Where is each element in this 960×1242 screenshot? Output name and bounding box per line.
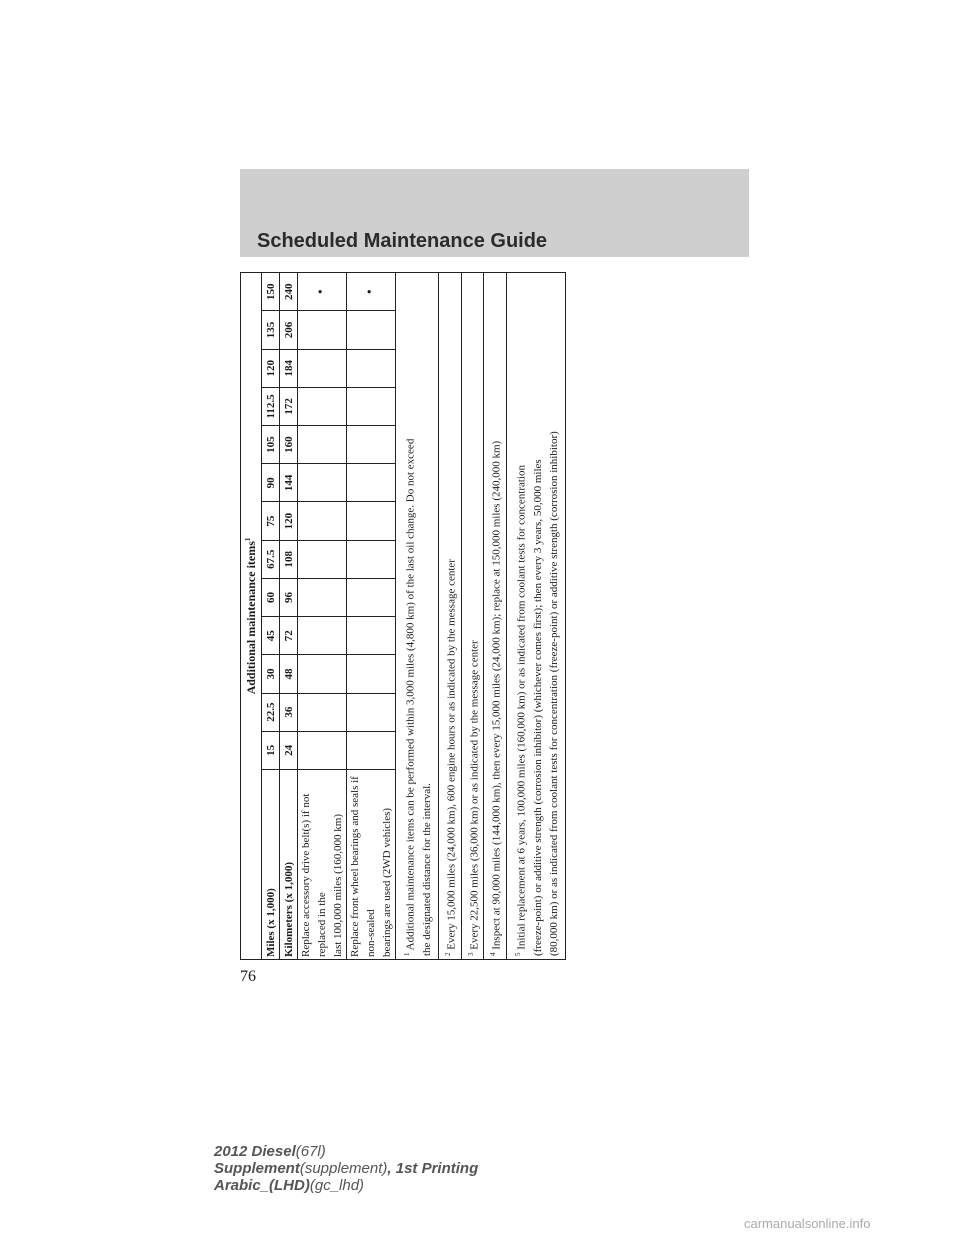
watermark: carmanualsonline.info: [744, 1216, 871, 1231]
table-row: [298, 273, 347, 960]
miles-cell: 22.5: [262, 693, 280, 731]
km-cell: 172: [280, 387, 298, 425]
km-cell: 48: [280, 655, 298, 693]
footnote-row: [506, 273, 565, 960]
interval-mark: •: [347, 273, 396, 311]
interval-mark: •: [298, 273, 347, 311]
miles-cell: 15: [262, 731, 280, 769]
miles-cell: 135: [262, 311, 280, 349]
km-row: [280, 273, 298, 960]
table-title: Additional maintenance items$^1$: [241, 273, 262, 960]
km-label: Kilometers (x 1,000): [280, 770, 298, 960]
item-label: Replace front wheel bearings and seals if non-sealed bearings are used (2WD vehicles): [347, 770, 396, 960]
km-cell: 96: [280, 578, 298, 616]
miles-cell: 67.5: [262, 540, 280, 578]
footnote: $^4$ Inspect at 90,000 miles (144,000 km), then every 15,000 miles (24,000 km); replace at 150,000 miles (240,000 km): [484, 273, 507, 960]
footnote: $^3$ Every 22,500 miles (36,000 km) or as indicated by the message center: [461, 273, 484, 960]
miles-cell: 150: [262, 273, 280, 311]
miles-cell: 112.5: [262, 387, 280, 425]
table-title-row: [241, 273, 262, 960]
footnote-row: [461, 273, 484, 960]
footnote: $^1$ Additional maintenance items can be performed within 3,000 miles (4,800 km) of the last oil change. Do not exceed the designated distance for the interval.: [396, 273, 439, 960]
maintenance-table: [240, 272, 566, 960]
maintenance-table-wrap: [240, 272, 560, 960]
km-cell: 36: [280, 693, 298, 731]
miles-cell: 105: [262, 426, 280, 464]
miles-cell: 60: [262, 578, 280, 616]
footnote-row: [396, 273, 439, 960]
miles-row: [262, 273, 280, 960]
km-cell: 72: [280, 617, 298, 655]
km-cell: 184: [280, 349, 298, 387]
print-footer: 2012 Diesel(67l) Supplement(supplement), 1st Printing Arabic_(LHD)(gc_lhd): [214, 1143, 479, 1194]
miles-cell: 90: [262, 464, 280, 502]
km-cell: 240: [280, 273, 298, 311]
item-label: Replace accessory drive belt(s) if not replaced in the last 100,000 miles (160,000 km): [298, 770, 347, 960]
footnote: $^5$ Initial replacement at 6 years, 100,000 miles (160,000 km) or as indicated from coolant tests for concentration (freeze-point) or additive strength (corrosion inhibitor) (whichever comes first); then every 3 years, 50,000 miles (80,000 km) or as indicated from coolant tests for concentration (freeze-point) or additive strength (corrosion inhibitor): [506, 273, 565, 960]
miles-cell: 75: [262, 502, 280, 540]
miles-cell: 120: [262, 349, 280, 387]
km-cell: 24: [280, 731, 298, 769]
page-title: Scheduled Maintenance Guide: [257, 230, 548, 252]
km-cell: 206: [280, 311, 298, 349]
miles-label: Miles (x 1,000): [262, 770, 280, 960]
footnote-row: [439, 273, 462, 960]
page-number: 76: [240, 968, 256, 985]
km-cell: 120: [280, 502, 298, 540]
footnote-row: [484, 273, 507, 960]
footnote: $^2$ Every 15,000 miles (24,000 km), 600 engine hours or as indicated by the message center: [439, 273, 462, 960]
km-cell: 108: [280, 540, 298, 578]
miles-cell: 45: [262, 617, 280, 655]
km-cell: 160: [280, 426, 298, 464]
km-cell: 144: [280, 464, 298, 502]
table-row: [347, 273, 396, 960]
miles-cell: 30: [262, 655, 280, 693]
